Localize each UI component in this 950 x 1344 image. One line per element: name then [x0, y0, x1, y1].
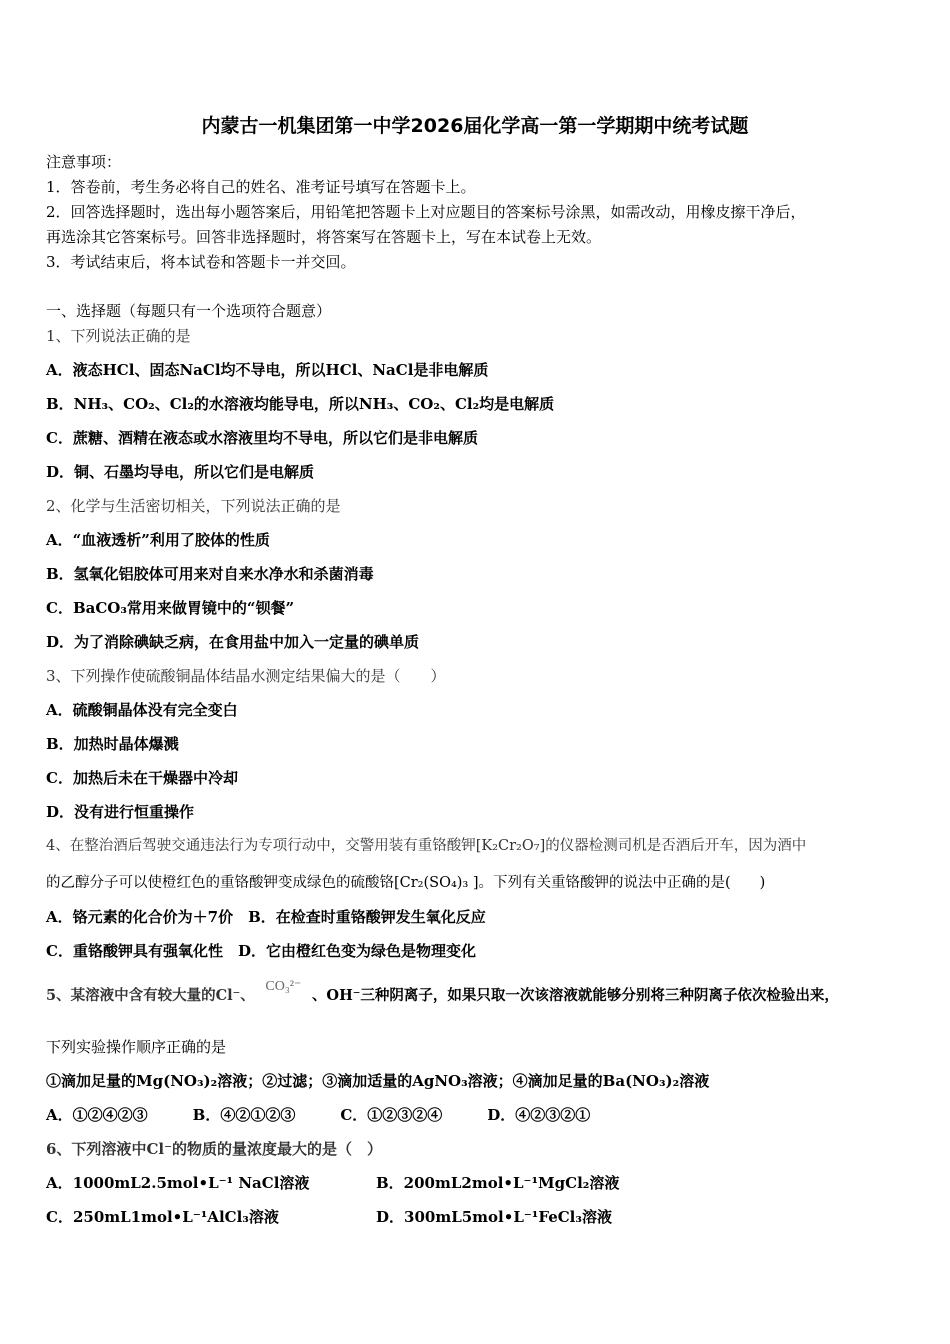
q5-options: A．①②④②③ B．④②①②③ C．①②③②④ D．④②③②①: [46, 1106, 591, 1124]
q1-option-a: A．液态HCl、固态NaCl均不导电，所以HCl、NaCl是非电解质: [46, 361, 489, 379]
q1-option-b: B．NH₃、CO₂、Cl₂的水溶液均能导电，所以NH₃、CO₂、Cl₂均是电解质: [46, 395, 555, 413]
q5-stem-post: 、OH⁻三种阴离子，如果只取一次该溶液就能够分别将三种阴离子依次检验出来，: [311, 987, 839, 1004]
question-3-stem: 3、下列操作使硫酸铜晶体结晶水测定结果偏大的是（ ）: [46, 667, 446, 685]
page-title: 内蒙古一机集团第一中学2026届化学高一第一学期期中统考试题: [201, 115, 749, 137]
q5-stem-pre: 5、某溶液中含有较大量的Cl⁻、: [46, 987, 255, 1004]
q4-options-cd: C．重铬酸钾具有强氧化性 D．它由橙红色变为绿色是物理变化: [46, 942, 476, 960]
q1-option-c: C．蔗糖、酒精在液态或水溶液里均不导电，所以它们是非电解质: [46, 429, 478, 447]
q2-option-d: D．为了消除碘缺乏病，在食用盐中加入一定量的碘单质: [46, 633, 420, 651]
question-4-stem: 4、在整治酒后驾驶交通违法行为专项行动中，交警用装有重铬酸钾[K₂Cr₂O₇]的仪器检测司机是否酒后开车，因为酒中: [46, 838, 807, 854]
question-5-stem: [46, 979, 839, 1007]
question-6-stem: 6、下列溶液中Cl⁻的物质的量浓度最大的是（ ）: [46, 1140, 382, 1158]
section-heading: 一、选择题（每题只有一个选项符合题意）: [46, 302, 332, 320]
notice-item: 2．回答选择题时，选出每小题答案后，用铅笔把答题卡上对应题目的答案标号涂黑，如需改动，用橡皮擦干净后，: [46, 203, 806, 221]
notice-item: 再选涂其它答案标号。回答非选择题时，将答案写在答题卡上，写在本试卷上无效。: [46, 228, 602, 246]
q3-option-d: D．没有进行恒重操作: [46, 803, 195, 821]
q4-options-ab: A．铬元素的化合价为＋7价 B．在检查时重铬酸钾发生氧化反应: [46, 908, 486, 926]
q3-option-a: A．硫酸铜晶体没有完全变白: [46, 701, 238, 719]
q6-option-b: B．200mL2mol•L⁻¹MgCl₂溶液: [376, 1174, 620, 1192]
notice-item: 1．答卷前，考生务必将自己的姓名、准考证号填写在答题卡上。: [46, 178, 476, 196]
q3-option-c: C．加热后未在干燥器中冷却: [46, 769, 238, 787]
q3-option-b: B．加热时晶体爆溅: [46, 735, 179, 753]
notice-heading: 注意事项：: [46, 153, 122, 171]
q2-option-c: C．BaCO₃常用来做胃镜中的“钡餐”: [46, 599, 295, 617]
q2-option-a: A．“血液透析”利用了胶体的性质: [46, 531, 270, 549]
q6-option-a: A．1000mL2.5mol•L⁻¹ NaCl溶液: [46, 1174, 310, 1192]
question-5-stem-cont: 下列实验操作顺序正确的是: [46, 1038, 227, 1056]
q1-option-d: D．铜、石墨均导电，所以它们是电解质: [46, 463, 315, 481]
notice-item: 3．考试结束后，将本试卷和答题卡一并交回。: [46, 253, 356, 271]
question-2-stem: 2、化学与生活密切相关，下列说法正确的是: [46, 497, 341, 515]
question-1-stem: 1、下列说法正确的是: [46, 327, 191, 345]
q5-steps: ①滴加足量的Mg(NO₃)₂溶液；②过滤；③滴加适量的AgNO₃溶液；④滴加足量的Ba(NO₃)₂溶液: [46, 1072, 710, 1090]
q2-option-b: B．氢氧化铝胶体可用来对自来水净水和杀菌消毒: [46, 565, 374, 583]
q6-option-d: D．300mL5mol•L⁻¹FeCl₃溶液: [376, 1208, 612, 1226]
carbonate-ion: CO₃²⁻: [265, 979, 302, 994]
q6-option-c: C．250mL1mol•L⁻¹AlCl₃溶液: [46, 1208, 279, 1226]
question-4-stem-cont: 的乙醇分子可以使橙红色的重铬酸钾变成绿色的硫酸铬[Cr₂(SO₄)₃ ]。下列有关重铬酸钾的说法中正确的是( ): [46, 875, 766, 891]
